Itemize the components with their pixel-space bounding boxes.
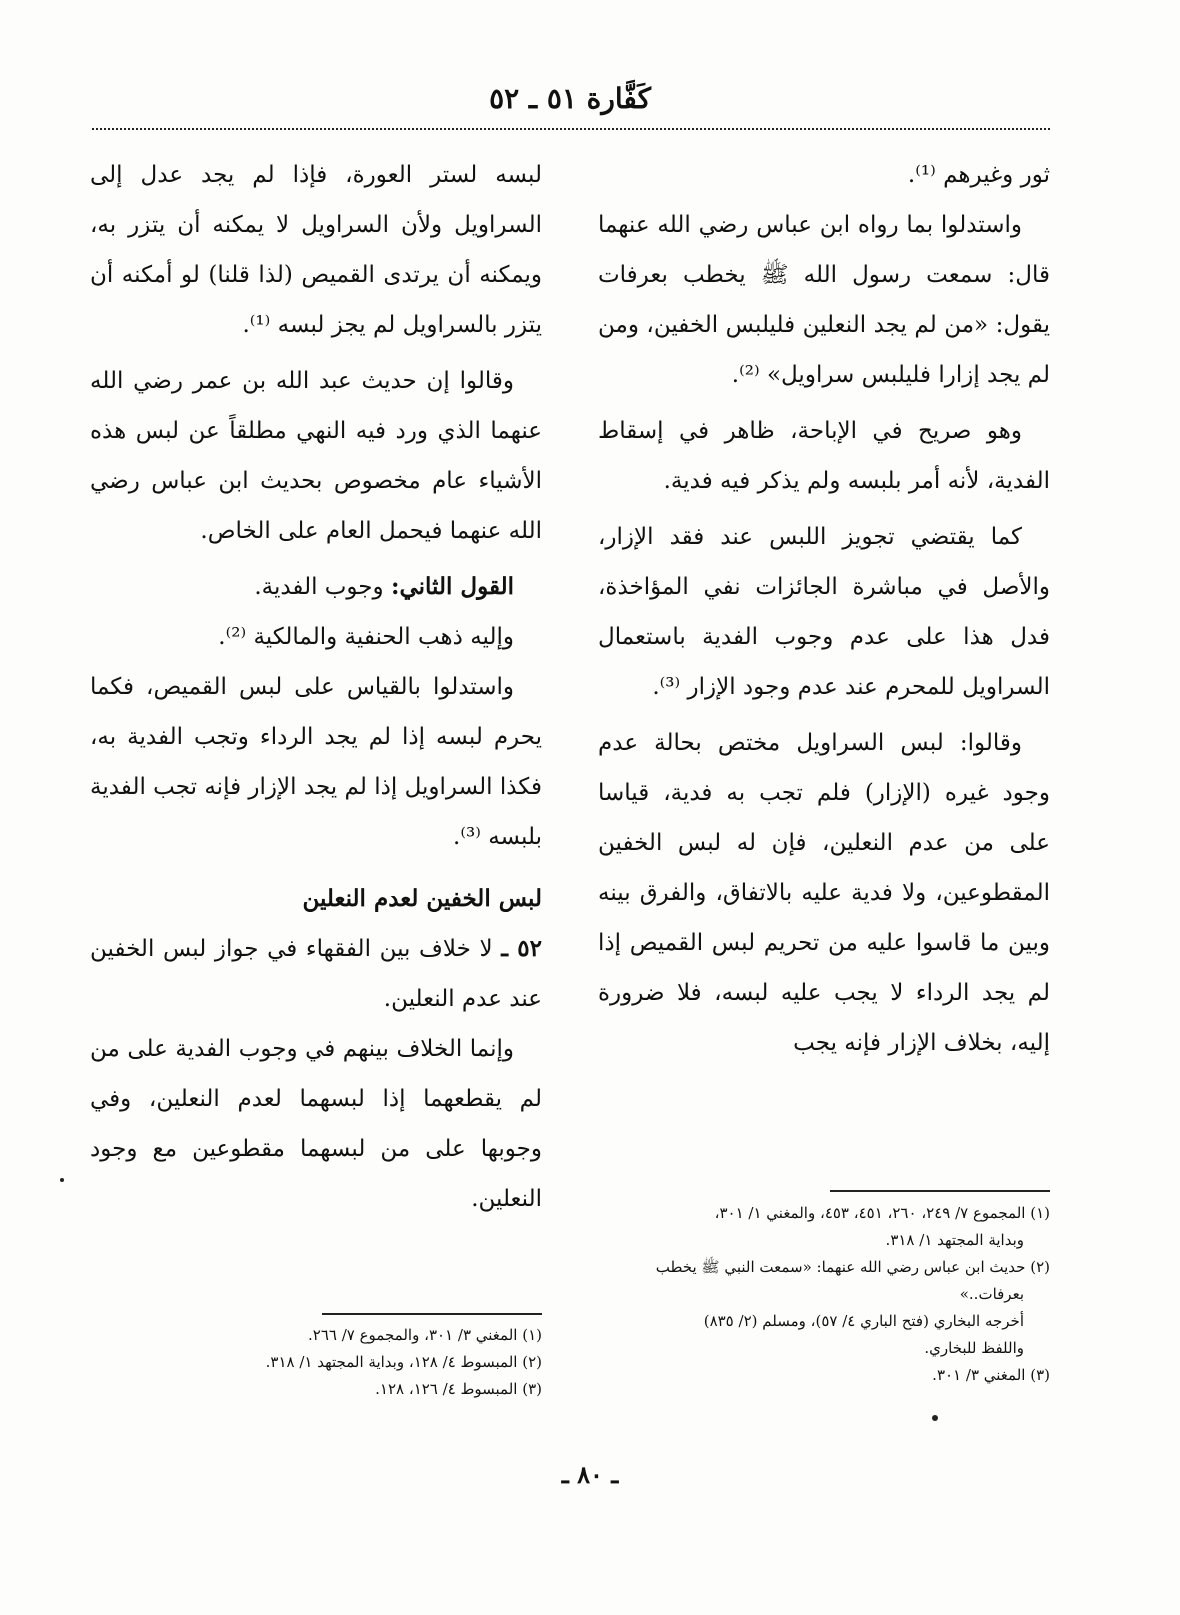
- left-text-column: [90, 150, 542, 1224]
- page-number: ـ ٨٠ ـ: [561, 1460, 619, 1489]
- scan-speck: [932, 1415, 938, 1421]
- right-footnotes: [590, 1200, 1050, 1389]
- left-paragraph-4: وإليه ذهب الحنفية والمالكية ⁽²⁾.: [218, 624, 514, 650]
- second-opinion-text: وجوب الفدية.: [254, 574, 391, 600]
- right-paragraph-2: واستدلوا بما رواه ابن عباس رضي الله عنهما قال: سمعت رسول الله ﷺ يخطب بعرفات يقول: «من لم يجد النعلين فليلبس الخفين، ومن لم يجد إزارا فليلبس سراويل» ⁽²⁾.: [598, 212, 1050, 388]
- header-dotted-rule: [92, 128, 1050, 130]
- footnote-left-1: (١) المغني ٣/ ٣٠١، والمجموع ٧/ ٢٦٦.: [308, 1326, 542, 1344]
- footnote-right-2-cont: بعرفات..»: [959, 1285, 1024, 1303]
- left-paragraph-5: واستدلوا بالقياس على لبس القميص، فكما يحرم لبسه إذا لم يجد الرداء وتجب الفدية به، فكذا السراويل إذا لم يجد الإزار فإنه تجب الفدية بلبسه ⁽³⁾.: [90, 674, 542, 850]
- footnote-right-2: (٢) حديث ابن عباس رضي الله عنهما: «سمعت النبي ﷺ يخطب: [655, 1258, 1050, 1276]
- footnote-right-1-cont: وبداية المجتهد ١/ ٣١٨.: [885, 1231, 1024, 1249]
- right-paragraph-1: ثور وغيرهم ⁽¹⁾.: [907, 162, 1050, 188]
- footnote-right-3: (٣) المغني ٣/ ٣٠١.: [932, 1366, 1050, 1384]
- section-heading: لبس الخفين لعدم النعلين: [302, 885, 542, 912]
- left-paragraph-1: لبسه لستر العورة، فإذا لم يجد عدل إلى السراويل ولأن السراويل لا يمكنه أن يتزر به، ويمكنه أن يرتدى القميص (لذا قلنا) لو أمكنه أن يتزر بالسراويل لم يجز لبسه ⁽¹⁾.: [90, 162, 542, 338]
- left-paragraph-6: [90, 924, 542, 1024]
- left-paragraph-3: [90, 562, 542, 612]
- left-paragraph-7: وإنما الخلاف بينهم في وجوب الفدية على من لم يقطعهما إذا لبسهما لعدم النعلين، وفي وجوبها على من لبسهما مقطوعين مع وجود النعلين.: [90, 1036, 542, 1212]
- right-paragraph-5: وقالوا: لبس السراويل مختص بحالة عدم وجود غيره (الإزار) فلم تجب به فدية، قياسا على من عدم النعلين، فإن له لبس الخفين المقطوعين، ولا فدية عليه بالاتفاق، والفرق بينه وبين ما قاسوا عليه من تحريم لبس القميص إذا لم يجد الرداء لا يجب عليه لبسه، فلا ضرورة إليه، بخلاف الإزار فإنه يجب: [598, 730, 1050, 1056]
- left-footnotes: [90, 1322, 542, 1403]
- right-text-column: [598, 150, 1050, 1068]
- footnote-left-3: (٣) المبسوط ٤/ ١٢٦، ١٢٨.: [375, 1380, 542, 1398]
- scan-speck: [60, 1178, 64, 1182]
- right-footnote-rule: [830, 1190, 1050, 1192]
- footnote-left-2: (٢) المبسوط ٤/ ١٢٨، وبداية المجتهد ١/ ٣١٨.: [265, 1353, 542, 1371]
- item-text: لا خلاف بين الفقهاء في جواز لبس الخفين عند عدم النعلين.: [90, 936, 542, 1012]
- item-number: ٥٢ ـ: [501, 935, 542, 962]
- page-header-title: كَفَّارة ٥١ ـ ٥٢: [489, 82, 651, 115]
- right-paragraph-4: كما يقتضي تجويز اللبس عند فقد الإزار، والأصل في مباشرة الجائزات نفي المؤاخذة، فدل هذا على عدم وجوب الفدية باستعمال السراويل للمحرم عند عدم وجود الإزار ⁽³⁾.: [598, 524, 1050, 700]
- second-opinion-label: القول الثاني:: [390, 573, 514, 600]
- footnote-right-2-cont3: واللفظ للبخاري.: [924, 1339, 1024, 1357]
- footnote-right-2-cont2: أخرجه البخاري (فتح الباري ٤/ ٥٧)، ومسلم (٢/ ٨٣٥): [703, 1312, 1024, 1330]
- left-paragraph-2: وقالوا إن حديث عبد الله بن عمر رضي الله عنهما الذي ورد فيه النهي مطلقاً عن لبس هذه الأشياء عام مخصوص بحديث ابن عباس رضي الله عنهما فيحمل العام على الخاص.: [90, 368, 542, 544]
- right-paragraph-3: وهو صريح في الإباحة، ظاهر في إسقاط الفدية، لأنه أمر بلبسه ولم يذكر فيه فدية.: [598, 418, 1050, 494]
- left-footnote-rule: [322, 1313, 542, 1315]
- footnote-right-1: (١) المجموع ٧/ ٢٤٩، ٢٦٠، ٤٥١، ٤٥٣، والمغني ١/ ٣٠١،: [714, 1204, 1050, 1222]
